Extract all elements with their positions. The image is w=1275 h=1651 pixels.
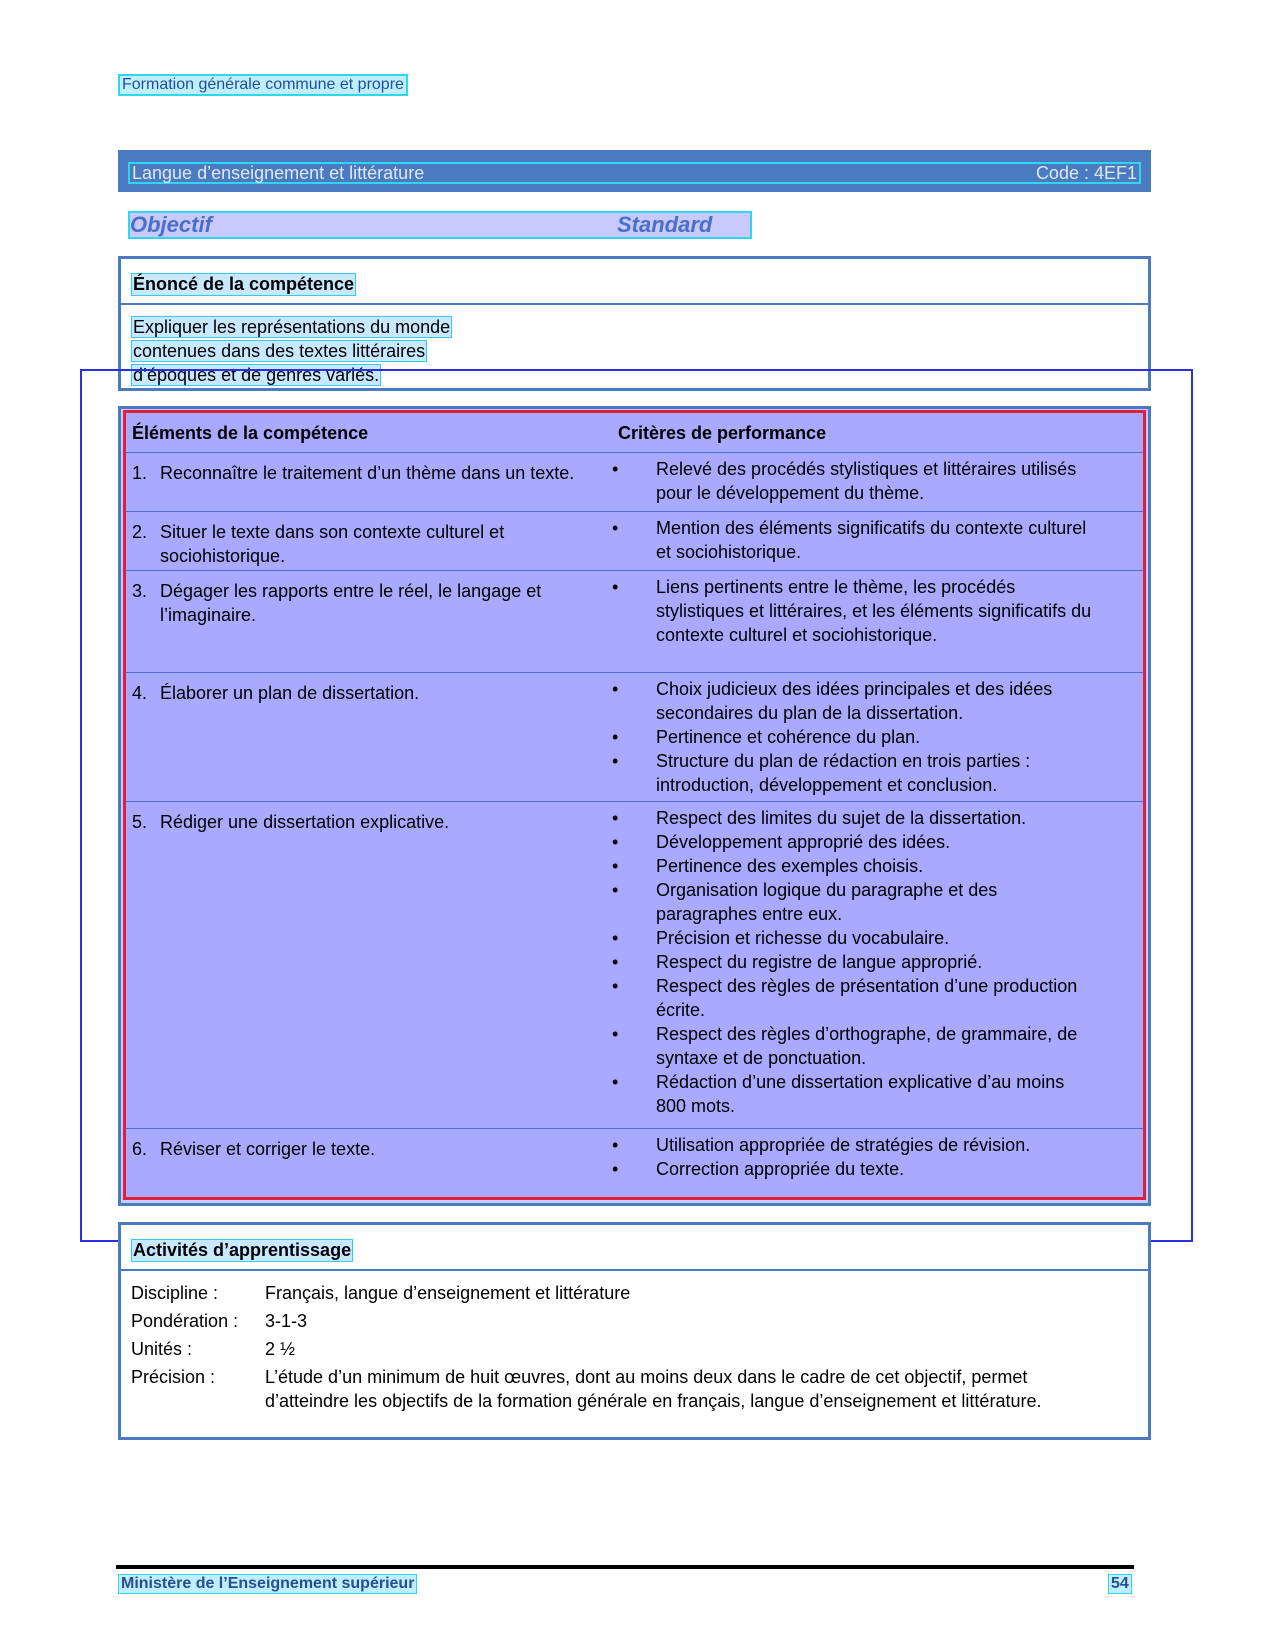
bullet: •: [612, 679, 619, 699]
unites-label: Unités :: [131, 1339, 193, 1359]
criterion-text: Respect des règles de présentation d’une production écrite.: [656, 976, 1078, 1020]
element-number: 3.: [132, 581, 148, 601]
bullet: •: [612, 1159, 619, 1179]
precision-row: [131, 1365, 1085, 1413]
precision-value: L’étude d’un minimum de huit œuvres, dont au moins deux dans le cadre de cet objectif, permet d’atteindre les objectifs de la formation générale en français, langue d’enseignement et littérature.: [265, 1367, 1042, 1411]
ponderation-row: [131, 1309, 1085, 1333]
bullet: •: [612, 577, 619, 597]
bullet: •: [612, 751, 619, 771]
course-title-bar: [118, 150, 1151, 192]
table-header-row: [126, 413, 1143, 453]
activites-title: Activités d’apprentissage: [133, 1240, 352, 1260]
course-code: Code : 4EF1: [1035, 162, 1137, 183]
enonce-header: [121, 259, 1148, 305]
criterion-text: Correction appropriée du texte.: [656, 1159, 905, 1179]
element-number: 1.: [132, 463, 148, 483]
element-number: 6.: [132, 1139, 148, 1159]
enonce-line: contenues dans des textes littéraires: [133, 341, 426, 361]
enonce-title: Énoncé de la compétence: [133, 274, 355, 294]
element-number: 4.: [132, 683, 148, 703]
ponderation-label: Pondération :: [131, 1311, 239, 1331]
element-number: 5.: [132, 812, 148, 832]
section-label: Formation générale commune et propre: [118, 74, 408, 96]
criterion-text: Choix judicieux des idées principales et des idées secondaires du plan de la dissertation.: [656, 679, 1053, 723]
course-title: Langue d’enseignement et littérature: [132, 162, 425, 183]
elements-table: [123, 410, 1146, 1200]
criterion-text: Structure du plan de rédaction en trois parties : introduction, développement et conclusion.: [656, 751, 1031, 795]
element-text: Dégager les rapports entre le réel, le langage et l’imaginaire.: [160, 581, 542, 625]
discipline-value: Français, langue d’enseignement et littérature: [265, 1283, 631, 1303]
table-row: [126, 512, 1143, 571]
criterion-text: Pertinence et cohérence du plan.: [656, 727, 921, 747]
standard-label: Standard: [617, 212, 713, 237]
element-text: Réviser et corriger le texte.: [160, 1139, 376, 1159]
page-number: 54: [1108, 1574, 1132, 1594]
criterion-text: Respect des règles d’orthographe, de grammaire, de syntaxe et de ponctuation.: [656, 1024, 1078, 1068]
criterion-text: Utilisation appropriée de stratégies de révision.: [656, 1135, 1031, 1155]
bullet: •: [612, 727, 619, 747]
table-row: [126, 453, 1143, 512]
criterion-text: Développement approprié des idées.: [656, 832, 951, 852]
table-row: [126, 571, 1143, 673]
element-text: Reconnaître le traitement d’un thème dans un texte.: [160, 463, 575, 483]
enonce-line: Expliquer les représentations du monde: [133, 317, 451, 337]
bullet: •: [612, 928, 619, 948]
bullet: •: [612, 856, 619, 876]
element-number: 2.: [132, 522, 148, 542]
element-text: Rédiger une dissertation explicative.: [160, 812, 450, 832]
precision-label: Précision :: [131, 1367, 216, 1387]
criterion-text: Précision et richesse du vocabulaire.: [656, 928, 950, 948]
activites-box: [118, 1222, 1151, 1440]
bullet: •: [612, 1024, 619, 1044]
criterion-text: Organisation logique du paragraphe et des paragraphes entre eux.: [656, 880, 998, 924]
objectif-standard-row: [128, 211, 752, 239]
bullet: •: [612, 1135, 619, 1155]
table-row: [126, 673, 1143, 802]
bullet: •: [612, 808, 619, 828]
criterion-text: Mention des éléments significatifs du contexte culturel et sociohistorique.: [656, 518, 1087, 562]
bullet: •: [612, 1072, 619, 1092]
unites-value: 2 ½: [265, 1339, 296, 1359]
bullet: •: [612, 459, 619, 479]
criterion-text: Relevé des procédés stylistiques et littéraires utilisés pour le développement du thème.: [656, 459, 1077, 503]
bullet: •: [612, 518, 619, 538]
element-text: Élaborer un plan de dissertation.: [160, 683, 420, 703]
criterion-text: Liens pertinents entre le thème, les procédés stylistiques et littéraires, et les éléments significatifs du contexte culturel et sociohistorique.: [656, 577, 1092, 645]
footer-ministry: Ministère de l’Enseignement supérieur: [118, 1574, 417, 1594]
activites-header: [121, 1225, 1148, 1271]
criterion-text: Rédaction d’une dissertation explicative d’au moins 800 mots.: [656, 1072, 1065, 1116]
table-row: [126, 802, 1143, 1129]
discipline-row: [131, 1281, 1085, 1305]
criterion-text: Respect des limites du sujet de la dissertation.: [656, 808, 1027, 828]
enonce-box: [118, 256, 1151, 391]
enonce-text: [131, 315, 452, 387]
table-row: [126, 1129, 1143, 1197]
unites-row: [131, 1337, 1085, 1361]
criterion-text: Respect du registre de langue approprié.: [656, 952, 983, 972]
bullet: •: [612, 976, 619, 996]
elements-heading: Éléments de la compétence: [132, 423, 369, 443]
objectif-label: Objectif: [130, 212, 212, 237]
bullet: •: [612, 952, 619, 972]
footer-rule: [116, 1565, 1134, 1569]
criterion-text: Pertinence des exemples choisis.: [656, 856, 924, 876]
bullet: •: [612, 832, 619, 852]
discipline-label: Discipline :: [131, 1283, 219, 1303]
bullet: •: [612, 880, 619, 900]
criteres-heading: Critères de performance: [618, 423, 827, 443]
element-text: Situer le texte dans son contexte culturel et sociohistorique.: [160, 522, 505, 566]
ponderation-value: 3-1-3: [265, 1311, 308, 1331]
enonce-line: d’époques et de genres variés.: [133, 365, 380, 385]
